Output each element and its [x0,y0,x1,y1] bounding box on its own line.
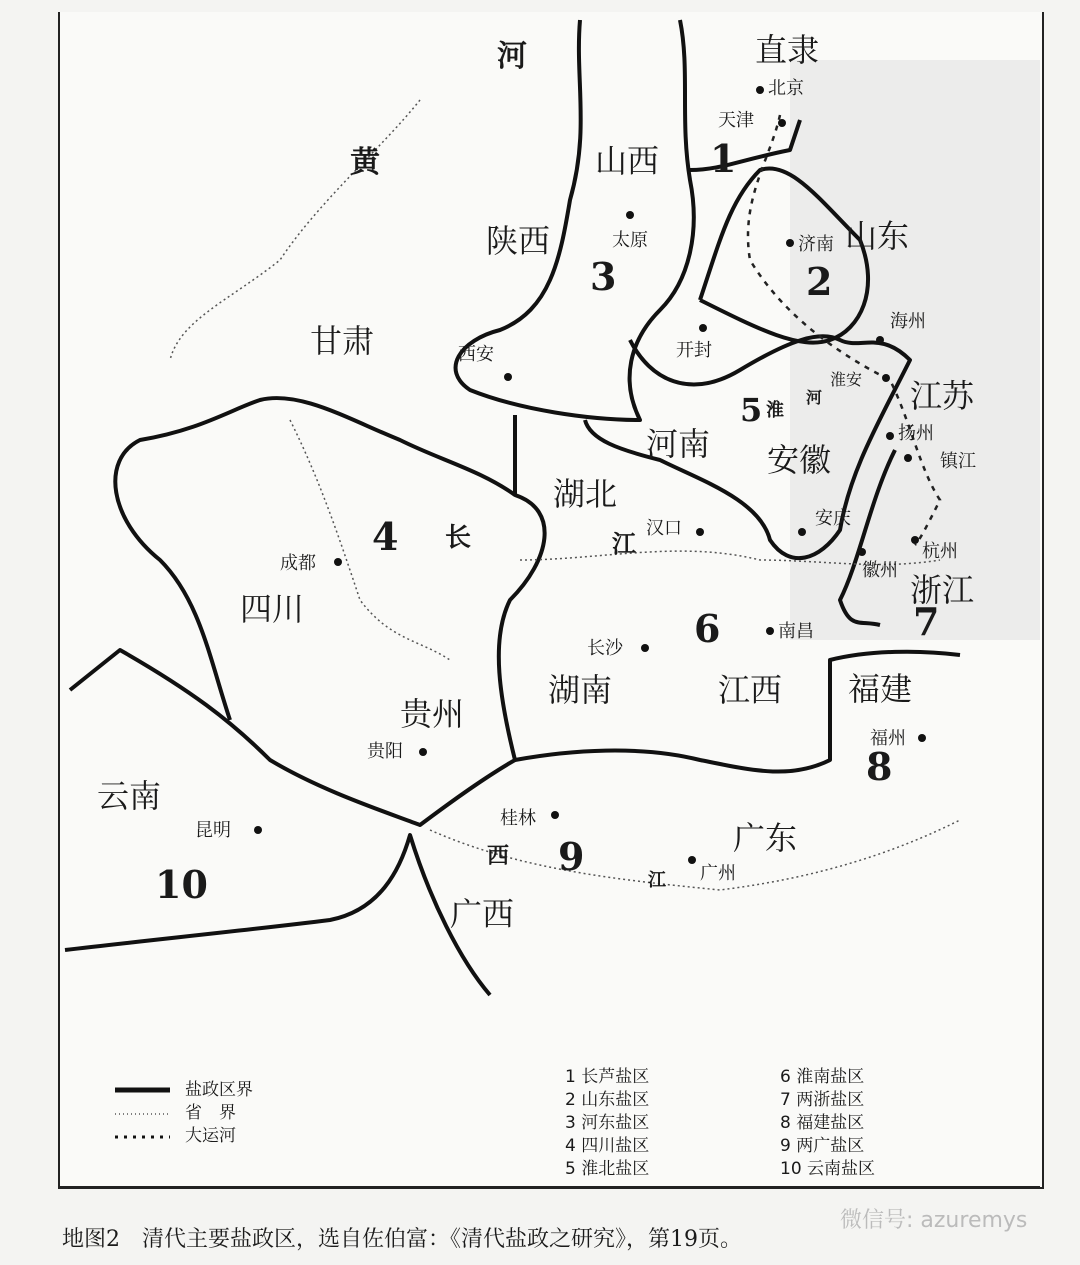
river-label: 河 [806,388,823,407]
province-label: 山东 [845,217,910,255]
city-label: 南昌 [778,621,814,642]
province-boundary-4 [430,820,960,890]
legend-region: 8 福建盐区 [780,1113,865,1133]
region-number: 3 [590,254,617,299]
city-label: 桂林 [500,808,536,829]
legend-region: 2 山东盐区 [565,1090,650,1110]
province-label: 江苏 [910,377,975,415]
city-label: 成都 [280,553,316,574]
province-label: 浙江 [910,571,975,609]
city-label: 福州 [870,728,906,749]
province-label: 福建 [848,670,913,708]
river-label: 江 [648,870,666,891]
legend-item: 省 界 [185,1103,236,1123]
province-label: 甘肃 [310,322,375,360]
city-label: 汉口 [646,518,682,539]
city-label: 贵阳 [367,741,403,762]
city-label: 海州 [890,311,926,332]
region-number: 10 [155,862,208,907]
province-label: 山西 [595,142,660,180]
province-label: 广东 [733,819,798,857]
province-boundary-1 [290,420,450,660]
watermark: 微信号: azuremys [840,1208,1028,1233]
province-label: 四川 [240,590,305,628]
region-number: 1 [710,136,737,181]
river-label: 长 [445,523,472,553]
city-label: 济南 [798,234,834,255]
legend-regions-col1 [565,1066,649,1181]
legend-region: 6 淮南盐区 [780,1067,865,1087]
legend-item: 大运河 [185,1126,236,1146]
city-label: 安庆 [815,508,851,529]
city-label: 西安 [458,344,494,365]
legend-line-types [185,1079,253,1148]
region-number: 7 [913,599,940,644]
province-label: 贵州 [400,695,465,733]
city-label: 广州 [700,863,736,884]
salt-boundary-yunnan [65,835,490,995]
region-number: 9 [558,834,585,879]
province-label: 直隶 [755,31,820,69]
legend-region: 3 河东盐区 [565,1113,650,1133]
legend-region: 5 淮北盐区 [565,1159,650,1179]
province-label: 河南 [646,425,711,463]
legend-item: 盐政区界 [185,1080,253,1100]
city-label: 镇江 [940,451,976,472]
city-label: 长沙 [587,638,623,659]
city-label: 徽州 [862,560,898,581]
city-label: 杭州 [922,541,958,562]
province-boundary-2 [170,100,420,360]
legend-region: 4 四川盐区 [565,1136,650,1156]
province-label: 湖南 [548,671,613,709]
river-label: 江 [612,529,636,558]
city-label: 扬州 [898,423,934,444]
city-label: 淮安 [830,370,863,389]
city-label: 昆明 [195,820,231,841]
province-label: 江西 [718,671,783,709]
city-label: 开封 [676,340,712,361]
legend-region: 1 长芦盐区 [565,1067,650,1087]
river-label: 淮 [766,400,784,421]
river-label: 西 [487,843,510,869]
map-caption: 地图2 清代主要盐政区，选自佐伯富：《清代盐政之研究》，第19页。 [62,1227,742,1252]
region-number: 2 [806,259,833,304]
legend-region: 10 云南盐区 [780,1159,876,1179]
sea-area [790,60,1040,644]
province-label: 广西 [450,895,515,933]
province-label: 陕西 [486,222,551,260]
legend-region: 9 两广盐区 [780,1136,865,1156]
city-label: 太原 [612,230,648,251]
river-label: 河 [497,39,527,74]
legend-region: 7 两浙盐区 [780,1090,865,1110]
province-label: 安徽 [767,441,832,479]
region-number: 4 [372,514,399,559]
region-number: 5 [740,391,763,429]
river-label: 黄 [350,145,380,180]
region-number: 6 [694,606,721,651]
city-label: 天津 [718,110,754,131]
legend-regions-col2 [780,1066,875,1181]
region-number: 8 [866,744,893,789]
city-label: 北京 [768,78,804,99]
province-label: 湖北 [553,475,618,513]
salt-boundary-lianghuai [70,415,545,825]
province-label: 云南 [97,777,162,815]
